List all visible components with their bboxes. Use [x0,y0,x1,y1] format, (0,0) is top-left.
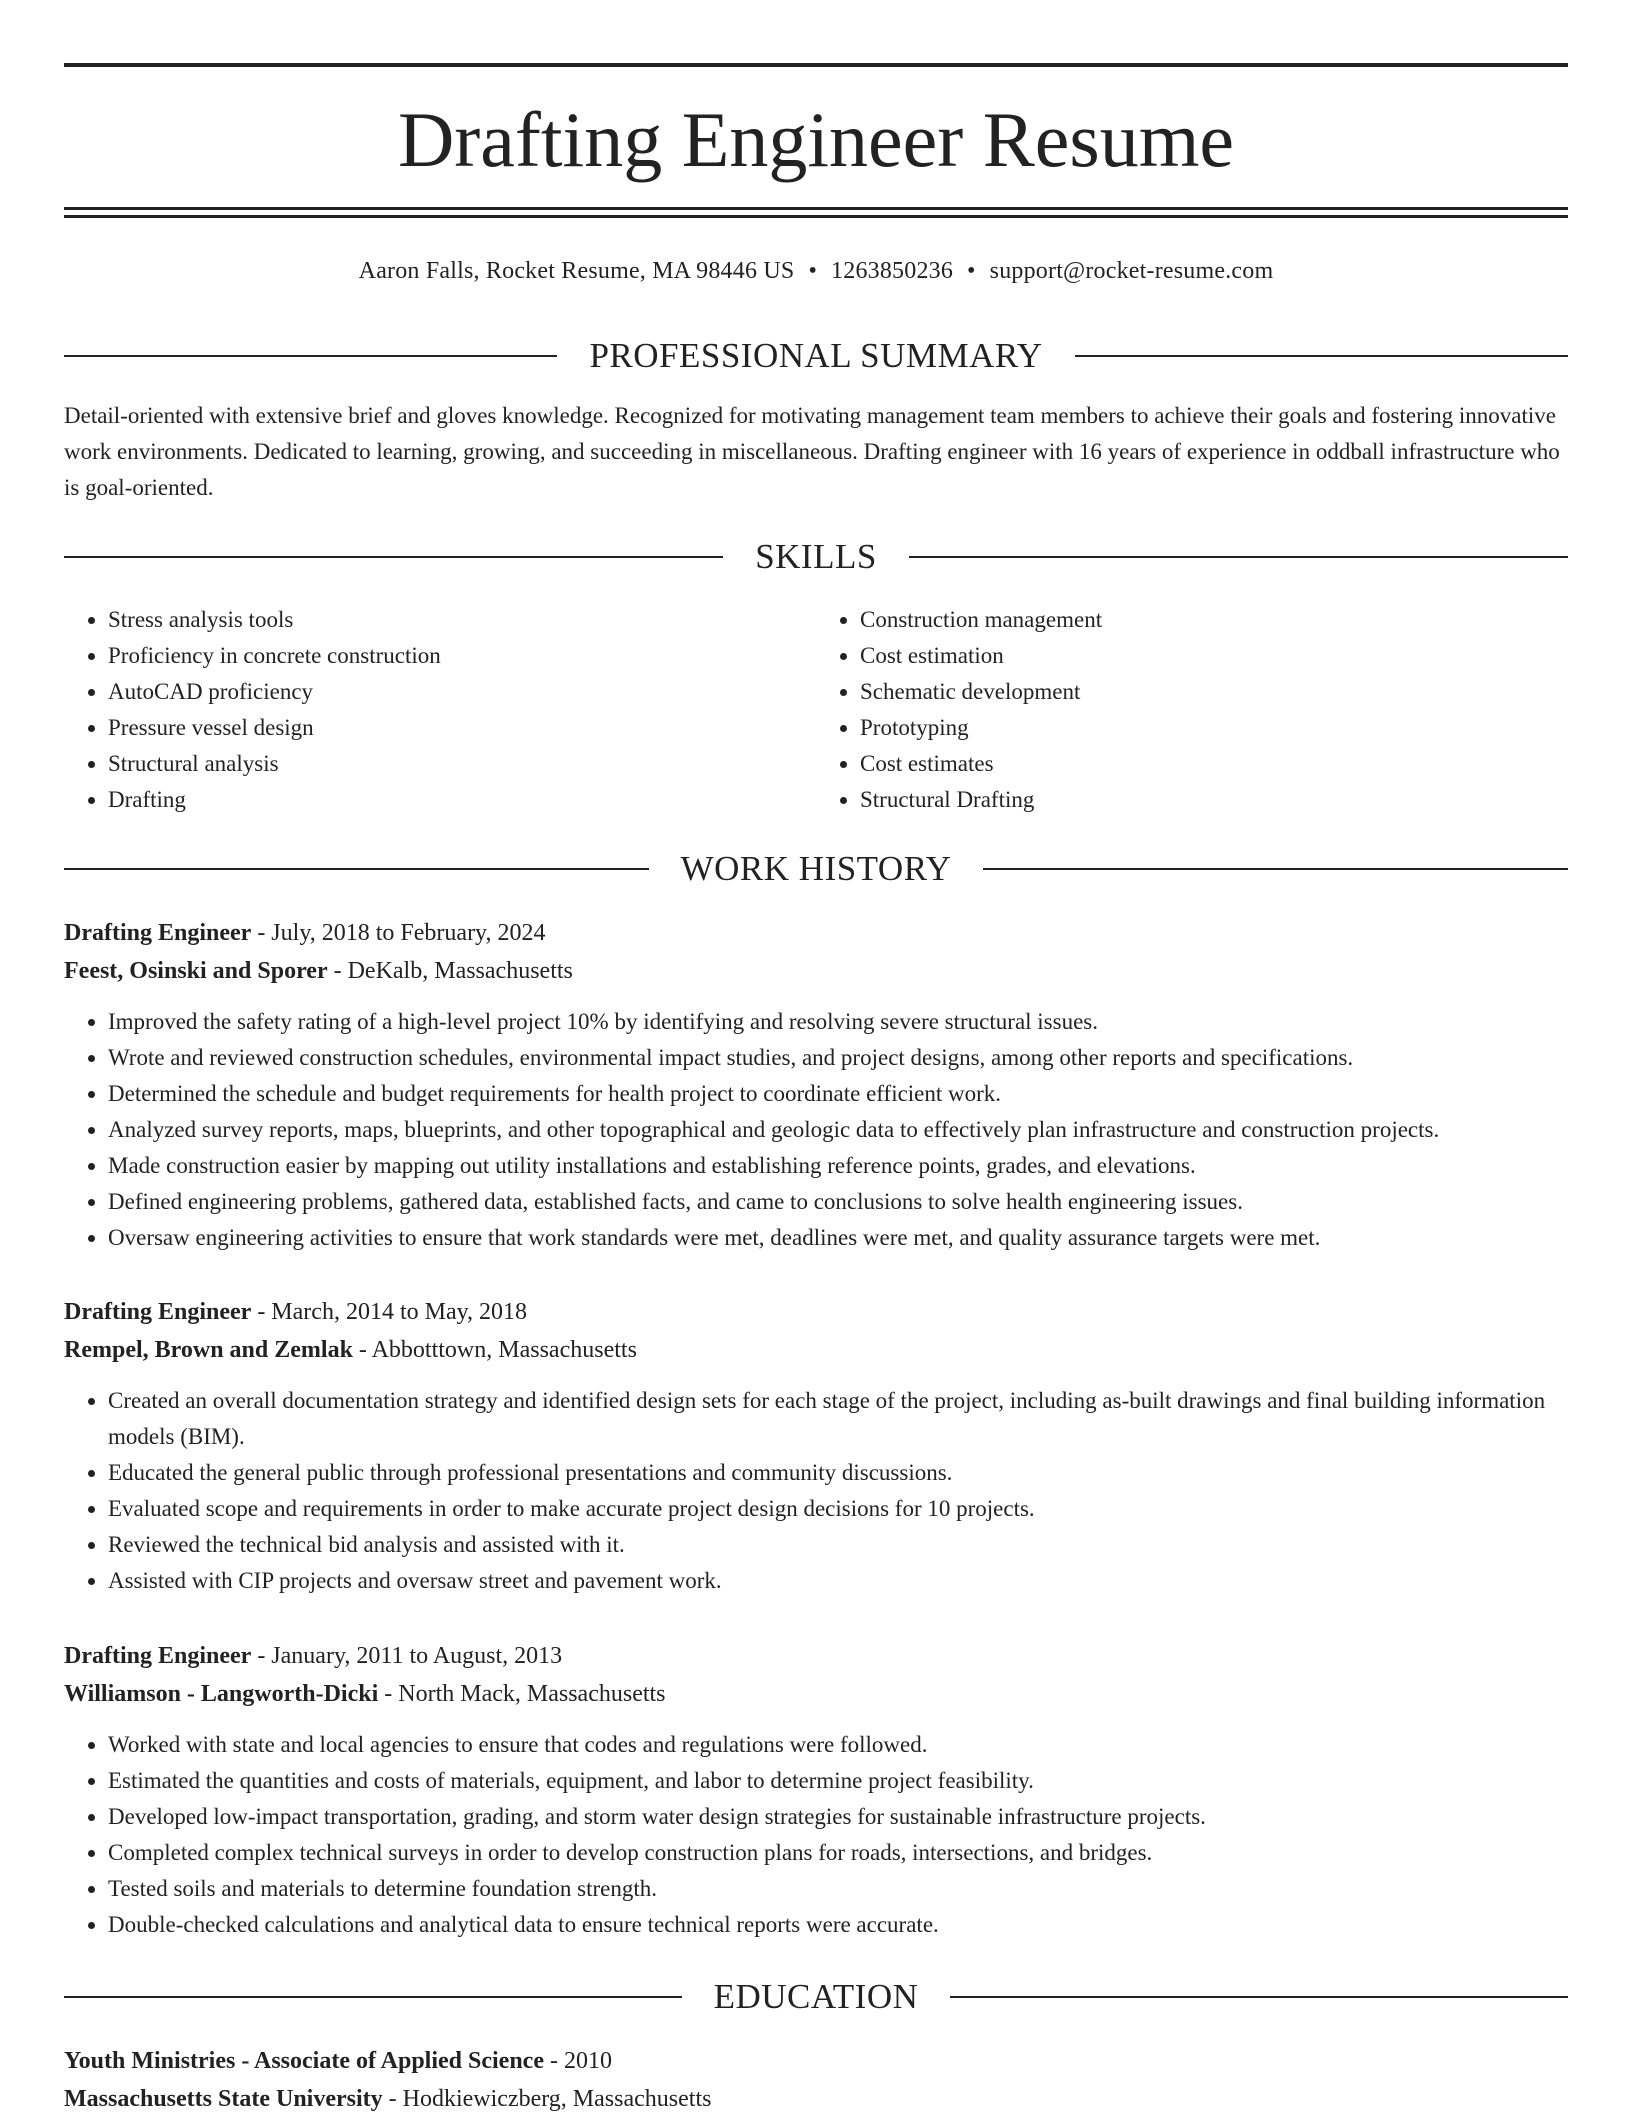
job-company: Feest, Osinski and Sporer [64,958,328,984]
title-rule-upper [64,207,1568,210]
section-header-skills [64,537,1568,577]
skill-item: • Schematic development [860,674,1568,710]
job-bullet: • Analyzed survey reports, maps, blueprints, and other topographical and geologic data to effectively plan infrastructure and construction projects. [108,1112,1568,1148]
skill-item: • Proficiency in concrete construction [108,638,816,674]
job-entry [64,1293,1568,1599]
contact-line [64,254,1568,288]
section-rule [64,355,557,357]
job-bullet: • Improved the safety rating of a high-level project 10% by identifying and resolving severe structural issues. [108,1004,1568,1040]
contact-email: support@rocket-resume.com [989,258,1274,284]
job-title-line [64,914,1568,952]
education-school-line [64,2080,1568,2118]
title-rule-lower [64,215,1568,218]
job-dates: - July, 2018 to February, 2024 [257,920,546,946]
job-bullet: • Evaluated scope and requirements in order to make accurate project design decisions for 10 projects. [108,1491,1568,1527]
education-school: Massachusetts State University [64,2086,383,2112]
job-title-line [64,1637,1568,1675]
top-rule [64,63,1568,67]
section-header-summary [64,336,1568,376]
section-rule [1075,355,1568,357]
job-title: Drafting Engineer [64,1643,252,1669]
job-bullets [64,1004,1568,1256]
section-title: EDUCATION [713,1977,919,2016]
job-bullet: • Completed complex technical surveys in order to develop construction plans for roads, intersections, and bridges. [108,1835,1568,1871]
skill-item: • Structural analysis [108,746,816,782]
skill-item: • Stress analysis tools [108,602,816,638]
job-bullet: • Educated the general public through professional presentations and community discussions. [108,1455,1568,1491]
skill-item: • Cost estimates [860,746,1568,782]
contact-address: Aaron Falls, Rocket Resume, MA 98446 US [358,258,795,284]
job-title: Drafting Engineer [64,920,252,946]
section-title: WORK HISTORY [680,849,952,888]
page-title: Drafting Engineer Resume [397,96,1235,183]
job-bullet: • Developed low-impact transportation, grading, and storm water design strategies for sustainable infrastructure projects. [108,1799,1568,1835]
job-bullet: • Tested soils and materials to determine foundation strength. [108,1871,1568,1907]
job-bullets [64,1727,1568,1943]
skills-column-right [816,602,1568,818]
skills-list [64,602,1568,818]
contact-phone: 1263850236 [831,258,954,284]
job-bullet: • Created an overall documentation strategy and identified design sets for each stage of the project, including as-built drawings and final building information models (BIM). [108,1383,1568,1455]
skill-item: • Prototyping [860,710,1568,746]
job-company-line [64,1331,1568,1369]
section-rule [983,868,1568,870]
skill-item: • Construction management [860,602,1568,638]
job-bullet: • Reviewed the technical bid analysis and assisted with it. [108,1527,1568,1563]
job-title: Drafting Engineer [64,1299,252,1325]
job-bullet: • Double-checked calculations and analytical data to ensure technical reports were accurate. [108,1907,1568,1943]
job-location: - DeKalb, Massachusetts [333,958,573,984]
contact-separator: • [967,258,976,284]
section-title: PROFESSIONAL SUMMARY [589,336,1043,375]
education-entry [64,2042,1568,2118]
job-company: Williamson - Langworth-Dicki [64,1681,379,1707]
section-header-work [64,849,1568,889]
job-bullet: • Assisted with CIP projects and oversaw street and pavement work. [108,1563,1568,1599]
education-year: - 2010 [550,2048,612,2074]
job-bullet: • Defined engineering problems, gathered data, established facts, and came to conclusions to solve health engineering issues. [108,1184,1568,1220]
job-company-line [64,952,1568,990]
job-bullet: • Estimated the quantities and costs of materials, equipment, and labor to determine project feasibility. [108,1763,1568,1799]
job-bullet: • Wrote and reviewed construction schedules, environmental impact studies, and project designs, among other reports and specifications. [108,1040,1568,1076]
section-rule [64,868,649,870]
skills-column-left [64,602,816,818]
job-location: - Abbotttown, Massachusetts [358,1337,637,1363]
education-location: - Hodkiewiczberg, Massachusetts [388,2086,712,2112]
section-rule [64,556,723,558]
section-rule [64,1996,682,1998]
job-bullets [64,1383,1568,1599]
section-header-education [64,1977,1568,2017]
section-rule [909,556,1568,558]
education-degree-line [64,2042,1568,2080]
job-dates: - March, 2014 to May, 2018 [257,1299,528,1325]
job-bullet: • Worked with state and local agencies to ensure that codes and regulations were followed. [108,1727,1568,1763]
job-company: Rempel, Brown and Zemlak [64,1337,353,1363]
skill-item: • Drafting [108,782,816,818]
job-company-line [64,1675,1568,1713]
skill-item: • Cost estimation [860,638,1568,674]
job-entry [64,914,1568,1256]
skill-item: • Structural Drafting [860,782,1568,818]
summary-text: Detail-oriented with extensive brief and gloves knowledge. Recognized for motivating management team members to achieve their goals and fostering innovative work environments. Dedicated to learning, growing, and succeeding in miscellaneous. Drafting engineer with 16 years of experience in oddball infrastructure who is goal-oriented. [64,403,1560,500]
job-dates: - January, 2011 to August, 2013 [257,1643,563,1669]
job-bullet: • Oversaw engineering activities to ensure that work standards were met, deadlines were met, and quality assurance targets were met. [108,1220,1568,1256]
job-location: - North Mack, Massachusetts [384,1681,666,1707]
skill-item: • Pressure vessel design [108,710,816,746]
contact-separator: • [808,258,818,284]
section-title: SKILLS [755,537,877,576]
education-degree: Youth Ministries - Associate of Applied Science [64,2048,544,2074]
job-title-line [64,1293,1568,1331]
job-bullet: • Made construction easier by mapping out utility installations and establishing reference points, grades, and elevations. [108,1148,1568,1184]
job-entry [64,1637,1568,1943]
skill-item: • AutoCAD proficiency [108,674,816,710]
section-rule [950,1996,1568,1998]
job-bullet: • Determined the schedule and budget requirements for health project to coordinate efficient work. [108,1076,1568,1112]
